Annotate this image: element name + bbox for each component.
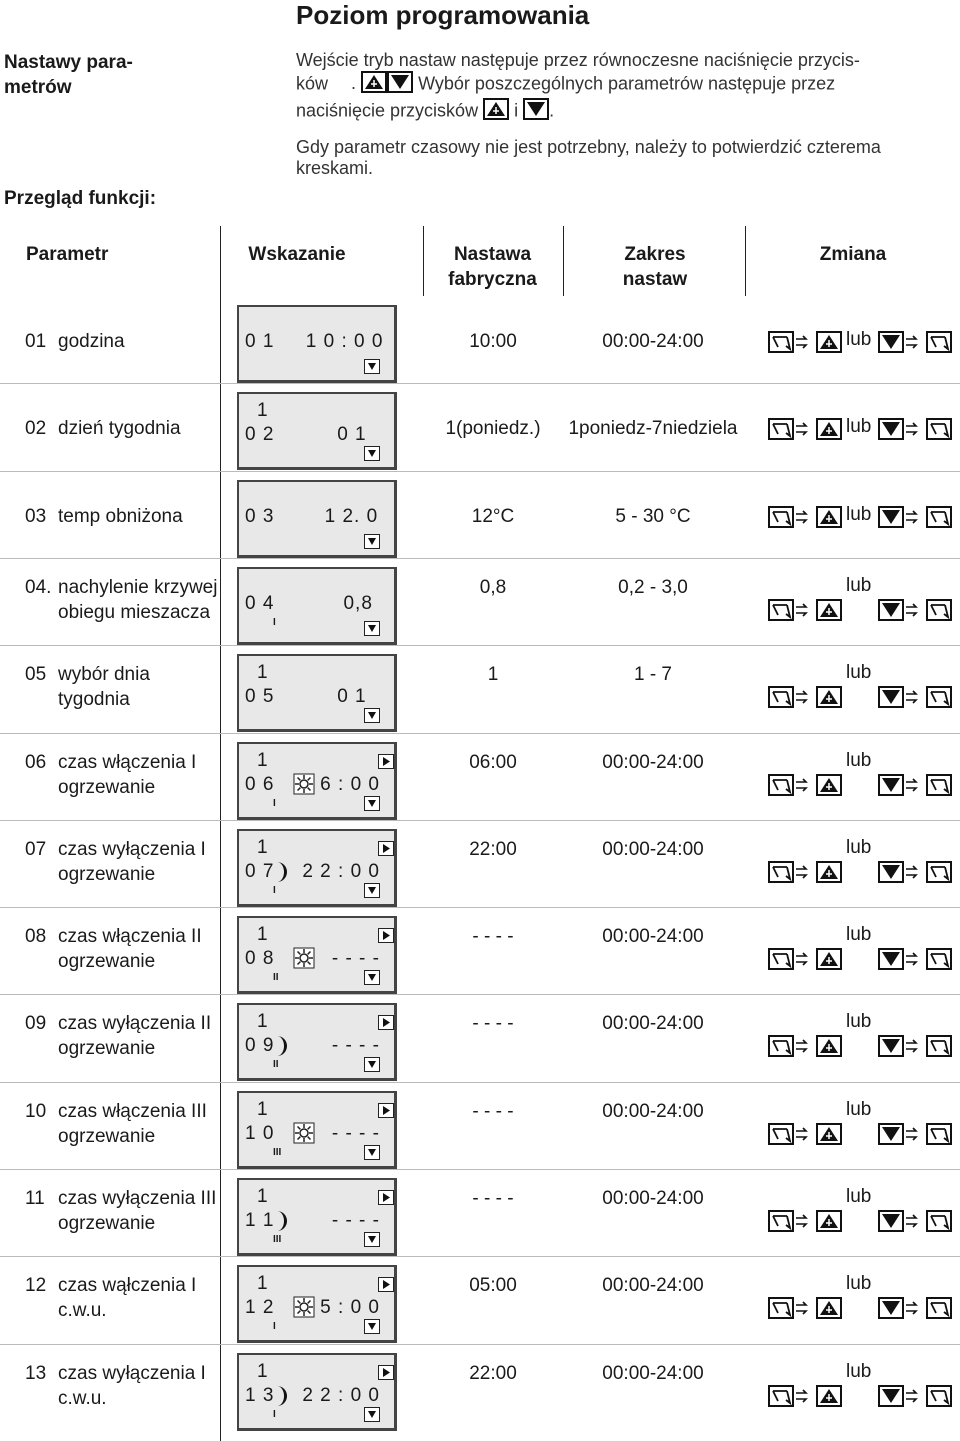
range-value: 00:00-24:00 <box>602 926 704 947</box>
or-label: lub <box>846 1011 872 1032</box>
lcd-value: 0 5 0 1 <box>245 686 367 707</box>
lcd-display <box>237 654 397 732</box>
param-number: 10 <box>25 1101 47 1122</box>
intro-text: naciśnięcie przycisków <box>296 100 479 121</box>
row-divider <box>0 1344 960 1345</box>
lcd-top-digit: 1 <box>257 1099 269 1120</box>
lcd-display <box>237 1003 397 1081</box>
play-icon <box>378 754 394 769</box>
intro-line-3: naciśnięcie przycisków i . <box>296 98 956 125</box>
lcd-top-digit: 1 <box>257 1273 269 1294</box>
factory-value: - - - - <box>472 1188 514 1209</box>
edit-then-up-icon <box>768 331 842 358</box>
down-then-edit-icon <box>878 1385 952 1412</box>
down-arrow-icon <box>364 970 380 985</box>
lcd-top-digit: 1 <box>257 1011 269 1032</box>
intro-line-4: Gdy parametr czasowy nie jest potrzebny, należy to potwierdzić czterema kreskami. <box>296 137 881 178</box>
param-number: 03 <box>25 506 47 527</box>
range-value: 00:00-24:00 <box>602 331 704 352</box>
row-divider <box>0 383 960 384</box>
factory-value: 06:00 <box>469 752 517 773</box>
lcd-value: - - - - <box>331 1123 380 1144</box>
section-label-overview: Przegląd funkcji: <box>4 188 157 209</box>
col-header-factory: Nastawa fabryczna <box>448 244 537 290</box>
lcd-display <box>237 1178 397 1256</box>
range-value: 00:00-24:00 <box>602 1363 704 1384</box>
param-number: 11 <box>25 1188 45 1209</box>
param-name-line2: ogrzewanie <box>58 1213 156 1234</box>
lcd-period-indicator: I <box>273 798 276 809</box>
lcd-top-digit: 1 <box>257 1186 269 1207</box>
down-arrow-icon <box>364 796 380 811</box>
edit-then-up-icon <box>768 599 842 626</box>
param-number: 05 <box>25 664 47 685</box>
column-divider <box>745 226 746 296</box>
sun-icon <box>293 1296 315 1323</box>
lcd-period-indicator: II <box>273 1059 279 1070</box>
param-name-line2: ogrzewanie <box>58 951 156 972</box>
lcd-value: 2 2 : 0 0 <box>302 861 380 882</box>
edit-then-up-icon <box>768 1035 842 1062</box>
down-arrow-icon <box>364 1319 380 1334</box>
lcd-period-indicator: II <box>273 972 279 983</box>
lcd-param-number: 1 0 <box>245 1123 275 1144</box>
param-number: 01 <box>25 331 47 352</box>
down-then-edit-icon <box>878 686 952 713</box>
or-label: lub <box>846 416 872 437</box>
row-divider <box>0 733 960 734</box>
param-name-line2: c.w.u. <box>58 1300 107 1321</box>
lcd-display <box>237 1265 397 1343</box>
intro-text: i <box>514 100 519 121</box>
lcd-top-digit: 1 <box>257 924 269 945</box>
row-divider <box>0 645 960 646</box>
lcd-value: 0 3 1 2. 0 <box>245 506 379 527</box>
down-arrow-icon <box>364 1232 380 1247</box>
range-value: 00:00-24:00 <box>602 839 704 860</box>
lcd-display <box>237 567 397 645</box>
range-value: 00:00-24:00 <box>602 1101 704 1122</box>
lcd-top-digit: 1 <box>257 837 269 858</box>
down-then-edit-icon <box>878 418 952 445</box>
lcd-period-indicator: I <box>273 617 276 628</box>
param-name-line2: ogrzewanie <box>58 1126 156 1147</box>
lcd-display <box>237 829 397 907</box>
lcd-value: 0 2 0 1 <box>245 424 367 445</box>
lcd-top-digit: 1 <box>257 1361 269 1382</box>
row-divider <box>0 1082 960 1083</box>
lcd-value: 6 : 0 0 <box>320 774 380 795</box>
col-header-change: Zmiana <box>819 244 887 265</box>
param-number: 08 <box>25 926 47 947</box>
lcd-param-number: 1 1 <box>245 1210 275 1231</box>
or-label: lub <box>846 750 872 771</box>
param-name: czas wyłączenia I <box>58 1363 206 1384</box>
lcd-param-number: 0 7 <box>245 861 275 882</box>
up-down-buttons-icon <box>361 71 413 98</box>
col-header-display: Wskazanie <box>248 244 346 265</box>
lcd-period-indicator: I <box>273 1409 276 1420</box>
param-name: czas włączenia I <box>58 752 197 773</box>
edit-then-up-icon <box>768 774 842 801</box>
lcd-display <box>237 305 397 383</box>
row-divider <box>0 820 960 821</box>
lcd-param-number: 0 8 <box>245 948 275 969</box>
or-label: lub <box>846 924 872 945</box>
param-name: wybór dnia <box>58 664 150 685</box>
section-label-text: Nastawy para- metrów <box>4 52 133 98</box>
lcd-period-indicator: III <box>273 1234 282 1245</box>
param-name: czas włączenia II <box>58 926 202 947</box>
lcd-display <box>237 1353 397 1431</box>
intro-text: Wybór poszczególnych parametrów następuje przez <box>418 73 836 94</box>
lcd-value: - - - - <box>331 948 380 969</box>
param-name: czas wyłączenia II <box>58 1013 212 1034</box>
factory-value: 1(poniedz.) <box>445 418 541 439</box>
range-value: 00:00-24:00 <box>602 1013 704 1034</box>
param-number: 12 <box>25 1275 47 1296</box>
param-number: 06 <box>25 752 47 773</box>
intro-line-1: Wejście tryb nastaw następuje przez równoczesne naciśnięcie przycis- <box>296 50 860 70</box>
edit-then-up-icon <box>768 1210 842 1237</box>
param-name-line2: c.w.u. <box>58 1388 107 1409</box>
range-value: 0,2 - 3,0 <box>618 577 688 598</box>
lcd-value: 5 : 0 0 <box>320 1297 380 1318</box>
or-label: lub <box>846 662 872 683</box>
range-value: 00:00-24:00 <box>602 752 704 773</box>
down-arrow-icon <box>364 708 380 723</box>
sun-icon <box>293 947 315 974</box>
sun-icon <box>293 1122 315 1149</box>
edit-then-up-icon <box>768 861 842 888</box>
row-divider <box>0 907 960 908</box>
row-divider <box>0 558 960 559</box>
factory-value: - - - - <box>472 926 514 947</box>
factory-value: 10:00 <box>469 331 517 352</box>
lcd-param-number: 0 6 <box>245 774 275 795</box>
param-name: dzień tygodnia <box>58 418 181 439</box>
down-then-edit-icon <box>878 948 952 975</box>
or-label: lub <box>846 1273 872 1294</box>
section-label-settings <box>4 50 133 100</box>
or-label: lub <box>846 1099 872 1120</box>
lcd-value: - - - - <box>331 1210 380 1231</box>
param-number: 04. <box>25 577 52 598</box>
param-number: 09 <box>25 1013 47 1034</box>
down-then-edit-icon <box>878 1297 952 1324</box>
or-label: lub <box>846 329 872 350</box>
lcd-top-digit: 1 <box>257 400 269 421</box>
down-arrow-icon <box>364 446 380 461</box>
factory-value: 22:00 <box>469 839 517 860</box>
range-value: 1 - 7 <box>633 664 673 685</box>
lcd-period-indicator: III <box>273 1147 282 1158</box>
factory-value: 1 <box>487 664 499 685</box>
column-divider <box>563 226 564 296</box>
factory-value: - - - - <box>472 1013 514 1034</box>
factory-value: 0,8 <box>479 577 507 598</box>
lcd-display <box>237 742 397 820</box>
edit-then-up-icon <box>768 1123 842 1150</box>
down-arrow-icon <box>364 883 380 898</box>
down-arrow-icon <box>364 534 380 549</box>
lcd-display <box>237 1091 397 1169</box>
param-name: czas wyłączenia I <box>58 839 206 860</box>
play-icon <box>378 1190 394 1205</box>
play-icon <box>378 1365 394 1380</box>
lcd-value: 0 4 0,8 <box>245 593 373 614</box>
factory-value: 22:00 <box>469 1363 517 1384</box>
lcd-display <box>237 480 397 558</box>
param-name: nachylenie krzywej <box>58 577 218 598</box>
range-value: 00:00-24:00 <box>602 1275 704 1296</box>
down-then-edit-icon <box>878 599 952 626</box>
moon-icon <box>273 860 293 889</box>
factory-value: 12°C <box>471 506 515 527</box>
param-name-line2: ogrzewanie <box>58 1038 156 1059</box>
param-name-line2: tygodnia <box>58 689 130 710</box>
or-label: lub <box>846 1361 872 1382</box>
col-header-range: Zakres nastaw <box>622 244 688 290</box>
lcd-param-number: 1 2 <box>245 1297 275 1318</box>
lcd-display <box>237 392 397 470</box>
lcd-top-digit: 1 <box>257 662 269 683</box>
edit-then-up-icon <box>768 1297 842 1324</box>
row-divider <box>0 1256 960 1257</box>
param-name: czas wąłczenia I <box>58 1275 197 1296</box>
intro-line-2: ków . Wybór poszczególnych parametrów następuje przez <box>296 71 956 98</box>
edit-then-up-icon <box>768 1385 842 1412</box>
lcd-value: - - - - <box>331 1035 380 1056</box>
or-label: lub <box>846 575 872 596</box>
or-label: lub <box>846 504 872 525</box>
intro-text: ków <box>296 73 329 94</box>
param-name: czas wyłączenia III <box>58 1188 217 1209</box>
down-then-edit-icon <box>878 506 952 533</box>
param-number: 13 <box>25 1363 47 1384</box>
down-then-edit-icon <box>878 1123 952 1150</box>
row-divider <box>0 1169 960 1170</box>
param-name-line2: ogrzewanie <box>58 777 156 798</box>
down-arrow-icon <box>364 621 380 636</box>
param-name-line2: obiegu mieszacza <box>58 602 211 623</box>
param-number: 02 <box>25 418 47 439</box>
lcd-value: 0 1 1 0 : 0 0 <box>245 331 384 352</box>
down-then-edit-icon <box>878 331 952 358</box>
play-icon <box>378 928 394 943</box>
col-header-param: Parametr <box>26 244 109 265</box>
down-button-icon <box>523 98 549 125</box>
factory-value: 05:00 <box>469 1275 517 1296</box>
down-arrow-icon <box>364 359 380 374</box>
param-name: czas włączenia III <box>58 1101 207 1122</box>
factory-value: - - - - <box>472 1101 514 1122</box>
lcd-period-indicator: I <box>273 885 276 896</box>
edit-then-up-icon <box>768 948 842 975</box>
column-divider <box>423 226 424 296</box>
row-divider <box>0 471 960 472</box>
down-arrow-icon <box>364 1145 380 1160</box>
lcd-param-number: 1 3 <box>245 1385 275 1406</box>
lcd-period-indicator: I <box>273 1321 276 1332</box>
param-name: godzina <box>58 331 125 352</box>
range-value: 5 - 30 °C <box>615 506 691 527</box>
down-then-edit-icon <box>878 1210 952 1237</box>
page-title: Poziom programowania <box>296 0 590 30</box>
or-label: lub <box>846 1186 872 1207</box>
lcd-top-digit: 1 <box>257 750 269 771</box>
or-label: lub <box>846 837 872 858</box>
edit-then-up-icon <box>768 418 842 445</box>
edit-then-up-icon <box>768 506 842 533</box>
intro-paragraph <box>296 50 956 179</box>
play-icon <box>378 1015 394 1030</box>
down-arrow-icon <box>364 1407 380 1422</box>
param-number: 07 <box>25 839 47 860</box>
lcd-param-number: 0 9 <box>245 1035 275 1056</box>
down-then-edit-icon <box>878 861 952 888</box>
column-divider <box>220 226 221 1441</box>
up-button-icon <box>483 98 509 125</box>
row-divider <box>0 994 960 995</box>
lcd-value: 2 2 : 0 0 <box>302 1385 380 1406</box>
play-icon <box>378 1103 394 1118</box>
edit-then-up-icon <box>768 686 842 713</box>
sun-icon <box>293 773 315 800</box>
range-value: 1poniedz-7niedziela <box>568 418 738 439</box>
range-value: 00:00-24:00 <box>602 1188 704 1209</box>
param-name-line2: ogrzewanie <box>58 864 156 885</box>
play-icon <box>378 841 394 856</box>
down-then-edit-icon <box>878 774 952 801</box>
down-then-edit-icon <box>878 1035 952 1062</box>
down-arrow-icon <box>364 1057 380 1072</box>
moon-icon <box>273 1384 293 1413</box>
param-name: temp obniżona <box>58 506 183 527</box>
play-icon <box>378 1277 394 1292</box>
lcd-display <box>237 916 397 994</box>
